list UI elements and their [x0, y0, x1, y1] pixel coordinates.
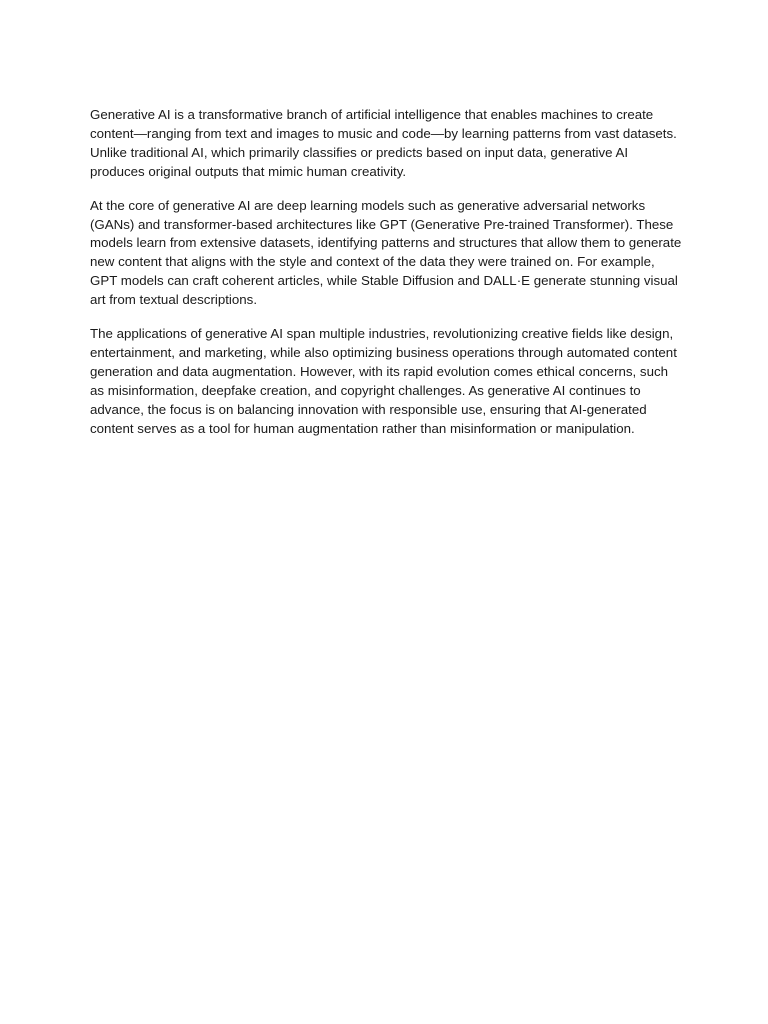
paragraph-intro: Generative AI is a transformative branch of artificial intelligence that enables machines to create content—ranging from text and images to music and code—by learning patterns from vast datasets. Unlike traditional AI, which primarily classifies or predicts based on input data, generative AI produces original outputs that mimic human creativity.	[90, 107, 677, 179]
paragraph-models: At the core of generative AI are deep learning models such as generative adversarial networks (GANs) and transformer-based architectures like GPT (Generative Pre-trained Transformer). These models learn from extensive datasets, identifying patterns and structures that allow them to generate new content that aligns with the style and context of the data they were trained on. For example, GPT models can craft coherent articles, while Stable Diffusion and DALL·E generate stunning visual art from textual descriptions.	[90, 197, 682, 308]
paragraph-applications: The applications of generative AI span multiple industries, revolutionizing creative fields like design, entertainment, and marketing, while also optimizing business operations through automated content generation and data augmentation. However, with its rapid evolution comes ethical concerns, such as misinformation, deepfake creation, and copyright challenges. As generative AI continues to advance, the focus is on balancing innovation with responsible use, ensuring that AI-generated content serves as a tool for human augmentation rather than misinformation or manipulation.	[90, 326, 677, 436]
document-body	[90, 106, 682, 454]
